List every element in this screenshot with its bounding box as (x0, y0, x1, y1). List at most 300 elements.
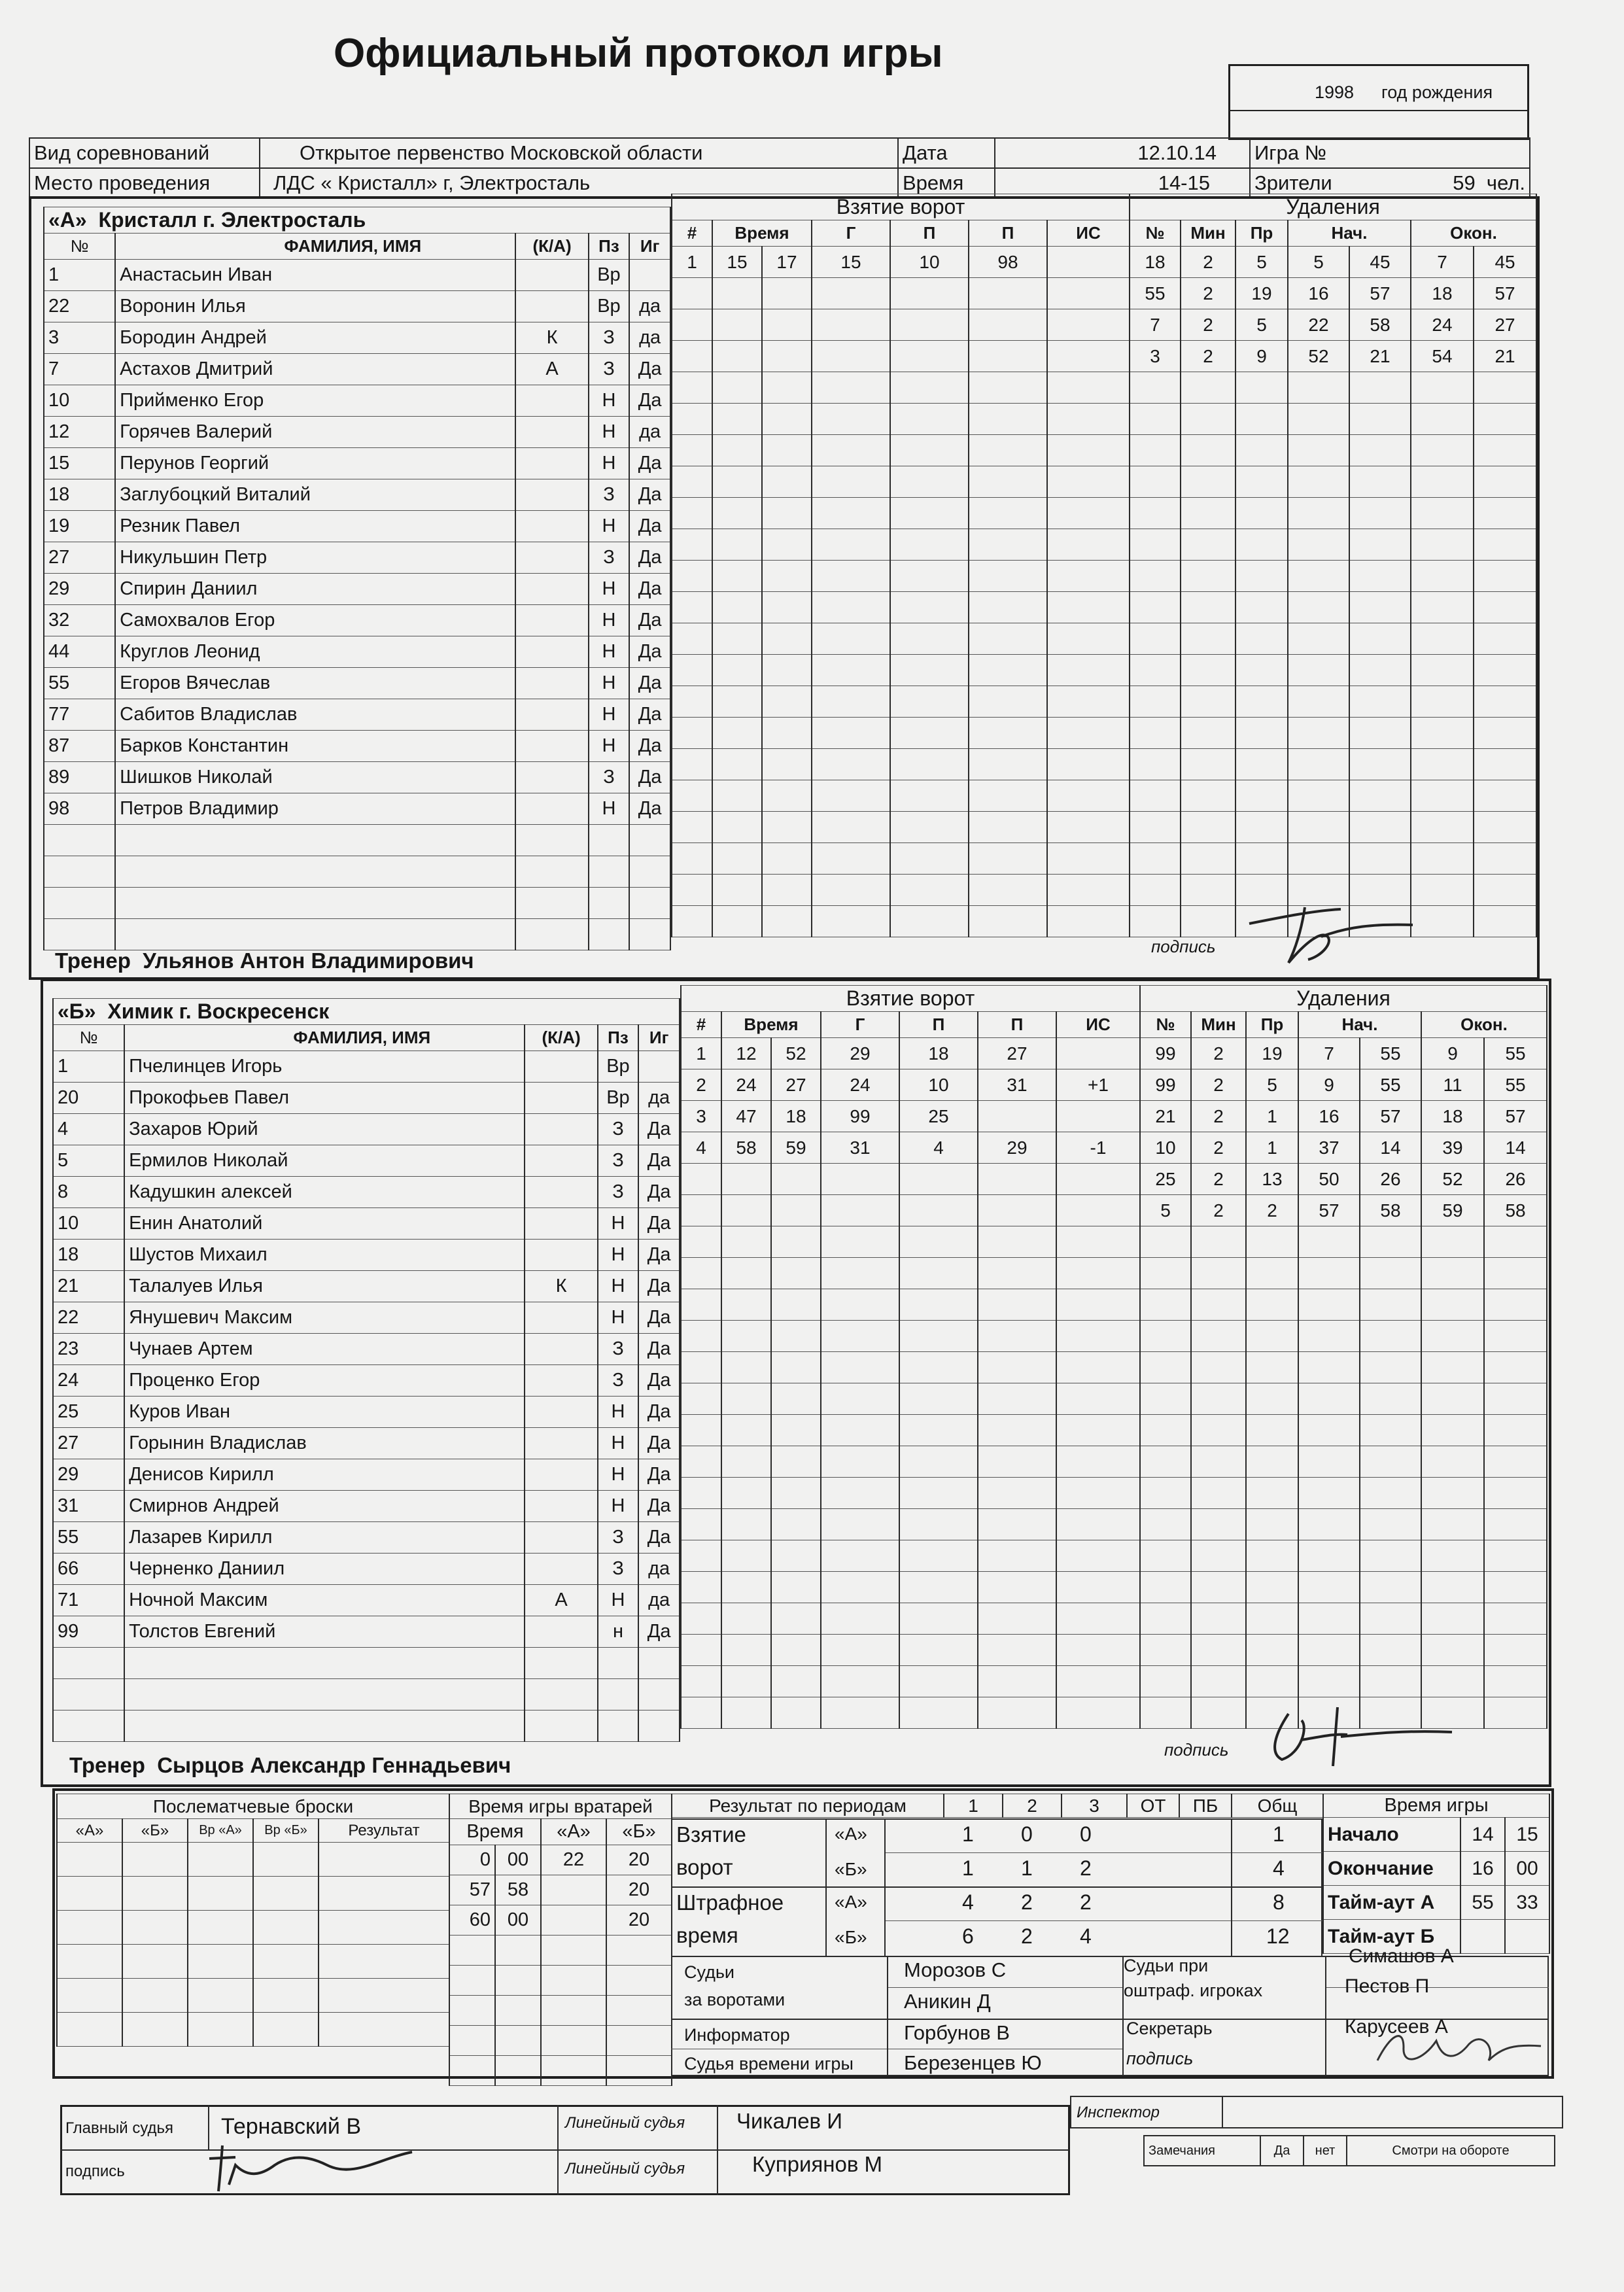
player-name: Шишков Николай (115, 762, 515, 793)
player-captain (515, 448, 588, 479)
goal-assist-1 (890, 718, 969, 749)
penalty-reason: 1 (1246, 1101, 1298, 1132)
goal-scorer (821, 1540, 899, 1572)
goal-assist-2 (969, 749, 1047, 780)
goal-assist-1 (899, 1226, 978, 1258)
goal-minute (712, 592, 762, 623)
gk-col-a: «А» (541, 1819, 606, 1845)
period-col-ot: ОТ (1127, 1794, 1179, 1818)
goal-minute (721, 1540, 771, 1572)
gk-second (495, 2056, 541, 2086)
goal-assist-2 (969, 466, 1047, 498)
player-row (44, 668, 670, 699)
player-position: З (598, 1177, 639, 1208)
player-row (44, 731, 670, 762)
penalty-row (1140, 1226, 1547, 1258)
goal-assist-2 (969, 404, 1047, 435)
goal-assist-2 (969, 592, 1047, 623)
player-name: Самохвалов Егор (115, 605, 515, 636)
player-row (53, 1302, 680, 1334)
penalty-start-min (1288, 561, 1349, 592)
player-captain (515, 260, 588, 291)
goal-scorer (812, 718, 890, 749)
gk-team-b (606, 1936, 672, 1966)
goal-strength (1047, 812, 1130, 843)
player-captain (515, 605, 588, 636)
col-pos: Пз (598, 1025, 639, 1051)
penalty-start-sec (1360, 1666, 1421, 1697)
penalty-reason (1246, 1446, 1298, 1478)
goal-strength (1047, 466, 1130, 498)
head-ref-signature-image (196, 2139, 419, 2198)
penalty-player (1130, 875, 1181, 906)
goal-number (681, 1635, 721, 1666)
penalty-end-min (1421, 1352, 1484, 1383)
penalty-end-sec (1474, 592, 1536, 623)
goal-row (672, 812, 1130, 843)
player-name: Сабитов Владислав (115, 699, 515, 731)
goal-number (681, 1164, 721, 1195)
penalty-minutes (1181, 812, 1235, 843)
player-position: З (598, 1114, 639, 1145)
player-row (53, 1616, 680, 1648)
goal-assist-1 (890, 749, 969, 780)
penalty-end-sec (1474, 498, 1536, 529)
birth-year: 1998 (1315, 82, 1355, 102)
penalty-start-sec (1360, 1635, 1421, 1666)
player-played: Да (638, 1616, 680, 1648)
time-label: Время (898, 168, 995, 198)
goal-row (681, 1289, 1140, 1321)
goal-assist-2 (978, 1321, 1056, 1352)
player-played (629, 888, 670, 919)
penalty-start-sec (1360, 1446, 1421, 1478)
penalty-player: 25 (1140, 1164, 1191, 1195)
player-played: Да (638, 1271, 680, 1302)
goal-assist-2 (978, 1226, 1056, 1258)
player-played (638, 1679, 680, 1710)
goal-assist-1 (899, 1383, 978, 1415)
goal-assist-2 (969, 561, 1047, 592)
player-row (53, 1208, 680, 1240)
head-ref-signature-label: подпись (65, 2162, 125, 2180)
player-position: Н (589, 699, 630, 731)
player-number: 22 (53, 1302, 124, 1334)
penalty-minutes (1191, 1226, 1246, 1258)
penalty-reason: 5 (1235, 247, 1288, 278)
player-played: Да (629, 636, 670, 668)
gk-team-b (606, 1966, 672, 1996)
goal-assist-2 (978, 1383, 1056, 1415)
penalty-judges-label-2: оштраф. игроках (1124, 1981, 1263, 2000)
penalty-player (1140, 1635, 1191, 1666)
penalty-start-sec: 58 (1360, 1195, 1421, 1226)
player-captain (515, 636, 588, 668)
player-position: З (589, 479, 630, 511)
goal-assist-1 (899, 1446, 978, 1478)
penalty-end-min (1421, 1666, 1484, 1697)
goal-minute (712, 372, 762, 404)
goal-second: 17 (762, 247, 812, 278)
gk-minute: 57 (449, 1875, 495, 1905)
goal-second: 18 (771, 1101, 821, 1132)
goal-scorer (821, 1697, 899, 1729)
penalty-reason (1235, 592, 1288, 623)
penalty-start-sec: 14 (1360, 1132, 1421, 1164)
player-captain (515, 762, 588, 793)
goal-assist-1 (899, 1572, 978, 1603)
goal-assist-2: 98 (969, 247, 1047, 278)
penalty-start-sec (1349, 780, 1411, 812)
penalty-minutes (1181, 372, 1235, 404)
game-time-title: Время игры (1323, 1794, 1549, 1818)
goal-assist-2 (978, 1164, 1056, 1195)
penalty-start-min: 9 (1298, 1069, 1360, 1101)
player-position: З (589, 322, 630, 354)
goal-second (762, 309, 812, 341)
penalty-start-min (1288, 623, 1349, 655)
player-position: Н (598, 1240, 639, 1271)
penalty-end-min (1411, 529, 1474, 561)
goal-second (771, 1289, 821, 1321)
goal-assist-2 (978, 1415, 1056, 1446)
player-row (53, 1271, 680, 1302)
goal-strength (1047, 686, 1130, 718)
goal-second (762, 749, 812, 780)
penalty-start-min (1288, 404, 1349, 435)
penalty-player (1130, 749, 1181, 780)
pen-col-min: Мин (1191, 1012, 1246, 1038)
penalty-reason: 2 (1246, 1195, 1298, 1226)
goals-label-2: ворот (676, 1855, 733, 1879)
player-row (53, 1648, 680, 1679)
player-name: Перунов Георгий (115, 448, 515, 479)
penalty-start-min (1288, 718, 1349, 749)
goal-strength (1047, 906, 1130, 937)
penalty-reason (1246, 1352, 1298, 1383)
penalty-start-sec (1360, 1603, 1421, 1635)
player-name: Кадушкин алексей (124, 1177, 525, 1208)
end-h: 16 (1460, 1852, 1505, 1886)
penalty-end-sec (1484, 1383, 1547, 1415)
penalty-minutes (1181, 686, 1235, 718)
goal-row (681, 1446, 1140, 1478)
penalty-end-min (1411, 843, 1474, 875)
player-name: Янушевич Максим (124, 1302, 525, 1334)
goalie-time-row (449, 1875, 672, 1905)
penalty-end-min: 18 (1411, 278, 1474, 309)
goal-assist-2 (969, 843, 1047, 875)
goals-col-time: Время (712, 220, 812, 247)
pen-col-end: Окон. (1421, 1012, 1547, 1038)
penalty-end-sec (1474, 875, 1536, 906)
remarks-label: Замечания (1144, 2136, 1260, 2166)
penalty-end-sec: 26 (1484, 1164, 1547, 1195)
goal-scorer (821, 1572, 899, 1603)
player-position (589, 825, 630, 856)
goal-scorer (821, 1603, 899, 1635)
goal-strength (1056, 1603, 1140, 1635)
penalty-row (1130, 278, 1536, 309)
player-row (53, 1710, 680, 1742)
goal-number (672, 718, 712, 749)
team-a-roster (43, 207, 671, 950)
goals-col-g: Г (821, 1012, 899, 1038)
pim-b-p3: 4 (1080, 1924, 1092, 1948)
penalty-reason (1235, 780, 1288, 812)
player-played: Да (629, 762, 670, 793)
goal-assist-2 (969, 655, 1047, 686)
player-name: Заглубоцкий Виталий (115, 479, 515, 511)
player-captain (515, 291, 588, 322)
penalty-minutes (1181, 906, 1235, 937)
penalty-player (1130, 655, 1181, 686)
player-position: З (598, 1522, 639, 1554)
penalty-row (1140, 1101, 1547, 1132)
player-played (638, 1648, 680, 1679)
player-played: Да (638, 1114, 680, 1145)
goal-row (681, 1478, 1140, 1509)
player-row (44, 793, 670, 825)
player-position: З (598, 1145, 639, 1177)
goal-second (762, 623, 812, 655)
penalty-minutes: 2 (1191, 1069, 1246, 1101)
player-name: Егоров Вячеслав (115, 668, 515, 699)
goalie-time-title: Время игры вратарей (449, 1794, 672, 1819)
timekeeper-name: Березенцев Ю (904, 2051, 1042, 2074)
goal-scorer (812, 780, 890, 812)
penalty-reason (1235, 435, 1288, 466)
player-row (53, 1679, 680, 1710)
gk-col-b: «Б» (606, 1819, 672, 1845)
gk-team-a (541, 1966, 606, 1996)
penalty-reason (1246, 1635, 1298, 1666)
penalty-start-sec: 58 (1349, 309, 1411, 341)
player-captain (515, 856, 588, 888)
pen-col-start: Нач. (1288, 220, 1411, 247)
player-played (629, 260, 670, 291)
player-number: 25 (53, 1397, 124, 1428)
team-b-penalties (1139, 985, 1547, 1729)
gk-team-b: 20 (606, 1905, 672, 1936)
goal-row (681, 1321, 1140, 1352)
goal-row (672, 341, 1130, 372)
goals-col-p2: П (969, 220, 1047, 247)
player-name: Захаров Юрий (124, 1114, 525, 1145)
player-captain (515, 668, 588, 699)
player-position: Н (598, 1397, 639, 1428)
goalie-time-row (449, 2026, 672, 2056)
goal-assist-1 (890, 686, 969, 718)
goal-number (672, 435, 712, 466)
spectators-label: Зрители (1254, 171, 1332, 194)
goal-number (681, 1195, 721, 1226)
penalty-start-sec: 45 (1349, 247, 1411, 278)
goals-b-p3: 2 (1080, 1856, 1092, 1880)
player-played (638, 1051, 680, 1083)
player-row (44, 762, 670, 793)
player-position: З (589, 354, 630, 385)
player-name (115, 888, 515, 919)
penalty-end-min (1421, 1509, 1484, 1540)
penalty-end-sec (1474, 372, 1536, 404)
penalty-minutes (1181, 655, 1235, 686)
goal-number (681, 1446, 721, 1478)
player-row (53, 1051, 680, 1083)
penalty-start-min: 7 (1298, 1038, 1360, 1069)
penalty-row (1130, 686, 1536, 718)
penalty-minutes (1181, 466, 1235, 498)
penalty-start-sec (1349, 466, 1411, 498)
goal-minute: 47 (721, 1101, 771, 1132)
goal-second (762, 404, 812, 435)
goal-second (771, 1635, 821, 1666)
penalty-row (1130, 529, 1536, 561)
goal-minute (721, 1478, 771, 1509)
goal-strength (1047, 780, 1130, 812)
goal-strength (1056, 1226, 1140, 1258)
player-row (53, 1491, 680, 1522)
penalty-end-sec (1484, 1321, 1547, 1352)
goal-scorer (812, 341, 890, 372)
penalty-start-min (1288, 529, 1349, 561)
player-number: 4 (53, 1114, 124, 1145)
player-position: Н (589, 417, 630, 448)
penalty-start-sec (1349, 623, 1411, 655)
team-b-coach-label: Тренер (69, 1753, 145, 1777)
goal-strength (1047, 655, 1130, 686)
goal-assist-2 (969, 875, 1047, 906)
penalty-end-sec (1474, 561, 1536, 592)
goal-scorer (812, 498, 890, 529)
goal-row (681, 1352, 1140, 1383)
penalty-start-min (1298, 1352, 1360, 1383)
penalty-start-sec (1360, 1321, 1421, 1352)
team-a-tag: «А» (48, 208, 87, 232)
penalty-minutes (1191, 1572, 1246, 1603)
penalty-end-min (1411, 592, 1474, 623)
player-number (53, 1648, 124, 1679)
penalty-reason (1235, 372, 1288, 404)
penalty-end-min (1421, 1383, 1484, 1415)
goal-number (681, 1572, 721, 1603)
penalty-row (1140, 1195, 1547, 1226)
penalty-minutes: 2 (1191, 1132, 1246, 1164)
penalty-start-sec (1349, 435, 1411, 466)
player-row (44, 417, 670, 448)
player-number: 66 (53, 1554, 124, 1585)
goal-scorer (821, 1415, 899, 1446)
penalty-player: 3 (1130, 341, 1181, 372)
player-captain: К (515, 322, 588, 354)
team-a-goals-title: Взятие ворот (672, 194, 1130, 220)
goal-number (672, 561, 712, 592)
goal-scorer (821, 1383, 899, 1415)
goal-number (672, 749, 712, 780)
penalty-player (1130, 623, 1181, 655)
penalty-start-min: 57 (1298, 1195, 1360, 1226)
penalty-end-sec (1484, 1509, 1547, 1540)
pen-col-pr: Пр (1246, 1012, 1298, 1038)
penalty-start-sec (1349, 718, 1411, 749)
penalty-minutes (1181, 749, 1235, 780)
penalty-player (1130, 686, 1181, 718)
goal-judge-2: Аникин Д (904, 1990, 991, 2013)
spectators-unit: чел. (1486, 171, 1525, 194)
player-played: Да (638, 1428, 680, 1459)
player-number: 44 (44, 636, 115, 668)
goal-scorer (812, 843, 890, 875)
penalty-row (1130, 718, 1536, 749)
player-name: Воронин Илья (115, 291, 515, 322)
goal-assist-1 (890, 875, 969, 906)
competition-label: Вид соревнований (29, 138, 260, 168)
goal-strength (1056, 1164, 1140, 1195)
timeout-a-1: 55 (1460, 1886, 1505, 1920)
penalty-reason (1235, 498, 1288, 529)
penalty-player (1130, 372, 1181, 404)
penalty-player (1140, 1666, 1191, 1697)
team-b-name: Химик г. Воскресенск (107, 999, 330, 1023)
penalty-player (1140, 1352, 1191, 1383)
period-results-table (671, 1794, 1324, 1818)
goal-minute (712, 686, 762, 718)
goal-scorer (812, 309, 890, 341)
player-row (44, 260, 670, 291)
goal-assist-2 (978, 1478, 1056, 1509)
penalty-player (1140, 1697, 1191, 1729)
player-number: 32 (44, 605, 115, 636)
penalty-start-min (1288, 843, 1349, 875)
goal-second (771, 1509, 821, 1540)
penalty-row (1130, 780, 1536, 812)
penalty-reason (1246, 1540, 1298, 1572)
goal-strength (1047, 529, 1130, 561)
player-name (124, 1710, 525, 1742)
player-name (124, 1679, 525, 1710)
penalty-row (1130, 404, 1536, 435)
goal-row (681, 1635, 1140, 1666)
goal-number (672, 404, 712, 435)
penalty-start-sec (1360, 1352, 1421, 1383)
goal-assist-2 (969, 278, 1047, 309)
goal-assist-1 (899, 1666, 978, 1697)
goal-second (771, 1226, 821, 1258)
penalty-start-sec (1349, 498, 1411, 529)
penalty-start-sec (1349, 529, 1411, 561)
player-number (44, 888, 115, 919)
player-captain (525, 1648, 597, 1679)
player-name: Прокофьев Павел (124, 1083, 525, 1114)
goal-second: 52 (771, 1038, 821, 1069)
goal-assist-1 (899, 1540, 978, 1572)
penalty-player (1140, 1226, 1191, 1258)
goal-assist-1 (890, 843, 969, 875)
goal-number (672, 309, 712, 341)
player-position: Н (589, 511, 630, 542)
goal-number (672, 686, 712, 718)
penalty-reason (1246, 1666, 1298, 1697)
goal-strength (1056, 1666, 1140, 1697)
penalty-start-min: 52 (1288, 341, 1349, 372)
player-number: 10 (53, 1208, 124, 1240)
pim-b-p2: 2 (1021, 1924, 1033, 1948)
gk-team-a (541, 1936, 606, 1966)
goal-scorer (812, 435, 890, 466)
goal-strength (1047, 592, 1130, 623)
player-played: Да (638, 1491, 680, 1522)
goal-assist-2 (969, 906, 1047, 937)
